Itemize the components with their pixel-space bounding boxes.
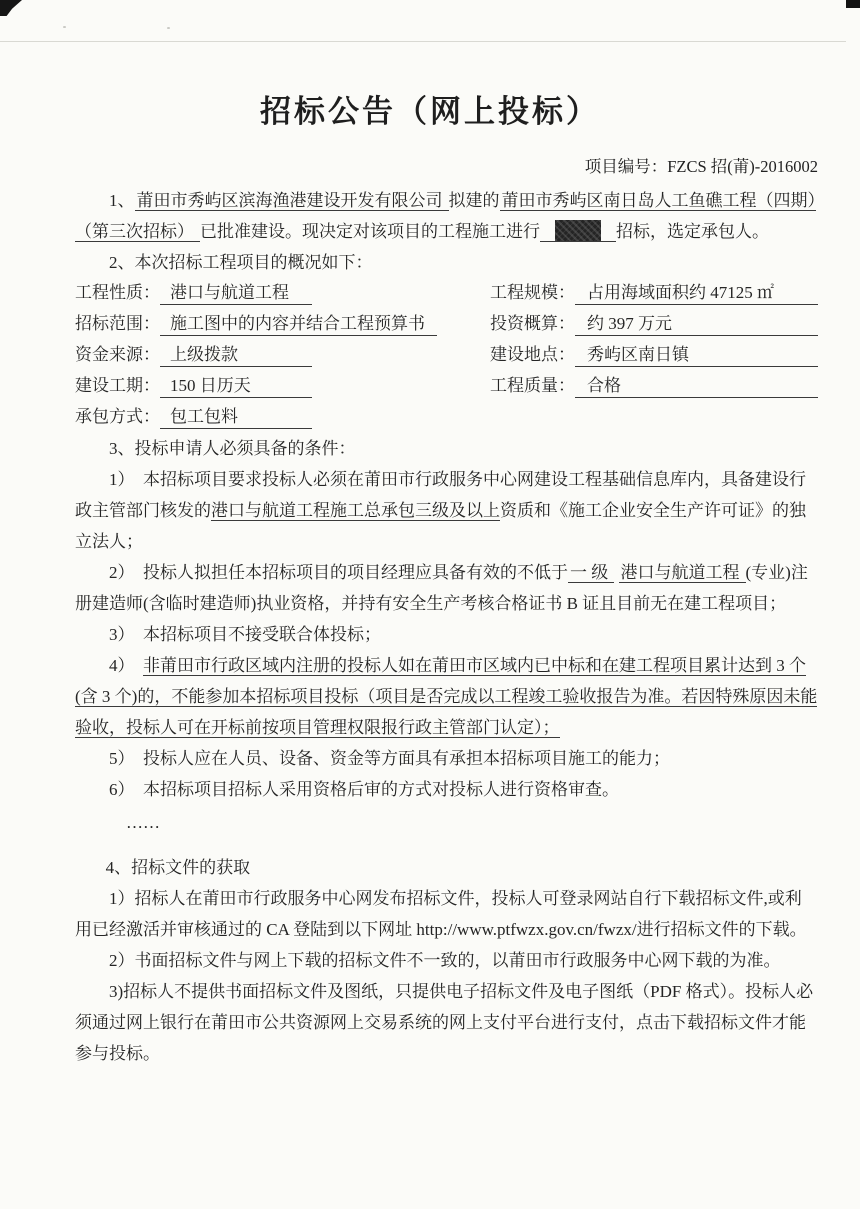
item-number: 4） [109, 656, 143, 675]
field-label: 工程性质： [75, 283, 160, 302]
table-row [75, 402, 818, 433]
table-cell [490, 421, 818, 422]
field-value-underlined: 150 日历天 [160, 371, 312, 398]
field-label: 工程规模： [490, 283, 575, 302]
redacted-blank-underlined [540, 222, 616, 242]
condition-item-4 [75, 650, 818, 743]
condition-item-1 [75, 464, 818, 557]
item-number: 1、 [109, 191, 135, 210]
field-value-underlined: 港口与航道工程 [160, 278, 312, 305]
project-number-value: FZCS 招(莆)-2016002 [667, 157, 818, 176]
table-cell [75, 340, 490, 367]
table-cell [490, 371, 818, 398]
paragraph-1-text: 招标，选定承包人。 [616, 222, 769, 241]
ellipsis-line: …… [126, 813, 160, 832]
table-row [75, 340, 818, 371]
tenderer-name-underlined: 莆田市秀屿区滨海渔港建设开发有限公司 [135, 191, 449, 211]
field-label: 建设工期： [75, 376, 160, 395]
qualification-underlined: 港口与航道工程施工总承包三级及以上 [211, 501, 500, 520]
condition-text: 1） 本招标项目要求投标人必须在莆田市行政服务中心网建设工程基础信息库内，具备建设行政主管部门核发的 [75, 470, 806, 520]
field-value-underlined: 占用海域面积约 47125 ㎡ [575, 278, 818, 305]
paragraph-1-text: 拟建的 [448, 191, 500, 210]
table-cell [75, 278, 490, 305]
section-2-heading: 2、本次招标工程项目的概况如下： [109, 253, 373, 272]
project-name-underlined: 莆田市秀屿区南日岛人工鱼礁工程（四期）（第三次招标） [75, 191, 816, 241]
project-number-label: 项目编号： [584, 157, 668, 176]
grade-underlined: 一 级 [568, 563, 614, 583]
condition-item-5: 5） 投标人应在人员、设备、资金等方面具有承担本招标项目施工的能力； [109, 749, 670, 768]
table-cell [490, 278, 818, 305]
obtain-item-2: 2）书面招标文件与网上下载的招标文件不一致的，以莆田市行政服务中心网下载的为准。 [109, 951, 781, 970]
field-label: 投资概算： [490, 314, 575, 333]
specialty-underlined: 港口与航道工程 [619, 563, 746, 583]
field-label: 资金来源： [75, 345, 160, 364]
paragraph-1 [75, 185, 818, 247]
document-title: 招标公告（网上投标） [260, 94, 600, 129]
project-number-line [75, 156, 818, 178]
field-value-underlined: 上级拨款 [160, 340, 312, 367]
condition-text: 资质和《施工企业安全生产许可证》的独立法人； [75, 501, 806, 551]
field-value-underlined: 秀屿区南日镇 [575, 340, 818, 367]
table-row [75, 309, 818, 340]
field-value-underlined: 约 397 万元 [575, 309, 818, 336]
condition-item-2 [75, 557, 818, 619]
condition-text: 2） 投标人拟担任本招标项目的项目经理应具备有效的不低于 [109, 563, 568, 582]
table-cell [75, 402, 490, 429]
table-cell [490, 309, 818, 336]
condition-item-3: 3） 本招标项目不接受联合体投标； [109, 625, 381, 644]
field-value-underlined: 施工图中的内容并结合工程预算书 [160, 309, 437, 336]
table-cell [75, 371, 490, 398]
empty-cell [490, 421, 818, 422]
field-label: 建设地点： [490, 345, 575, 364]
condition-item-6: 6） 本招标项目招标人采用资格后审的方式对投标人进行资格审查。 [109, 780, 619, 799]
section-3-heading: 3、投标申请人必须具备的条件： [109, 439, 356, 458]
paragraph-1-text: 已批准建设。现决定对该项目的工程施工进行 [200, 222, 540, 241]
condition-text: (专业)注册建造师(含临时建造师)执业资格，并持有安全生产考核合格证书 B 证且目前无在建工程项目； [75, 563, 808, 613]
redaction-stamp [555, 220, 601, 241]
table-cell [490, 340, 818, 367]
field-value-underlined: 合格 [575, 371, 818, 398]
project-overview-table [75, 278, 818, 433]
obtain-item-1: 1）招标人在莆田市行政服务中心网发布招标文件，投标人可登录网站自行下载招标文件,或利用已经激活并审核通过的 CA 登陆到以下网址 http://www.ptfwzx.gov.cn/fwzx/进行招标文件的下载。 [75, 889, 807, 939]
table-row [75, 371, 818, 402]
table-row [75, 278, 818, 309]
field-value-underlined: 包工包料 [160, 402, 312, 429]
obtain-item-3: 3)招标人不提供书面招标文件及图纸，只提供电子招标文件及电子图纸（PDF 格式）。投标人必须通过网上银行在莆田市公共资源网上交易系统的网上支付平台进行支付，点击下载招标文件才能参与投标。 [75, 982, 814, 1063]
section-4-heading: 4、招标文件的获取 [105, 858, 251, 877]
field-label: 招标范围： [75, 314, 160, 333]
field-label: 承包方式： [75, 407, 160, 426]
condition-4-underlined: 非莆田市行政区域内注册的投标人如在莆田市区域内已中标和在建工程项目累计达到 3 个(含 3 个)的，不能参加本招标项目投标（项目是否完成以工程竣工验收报告为准。若因特殊原因未能验收，投标人可在开标前按项目管理权限报行政主管部门认定）； [75, 656, 818, 737]
table-cell [75, 309, 490, 336]
field-label: 工程质量： [490, 376, 575, 395]
